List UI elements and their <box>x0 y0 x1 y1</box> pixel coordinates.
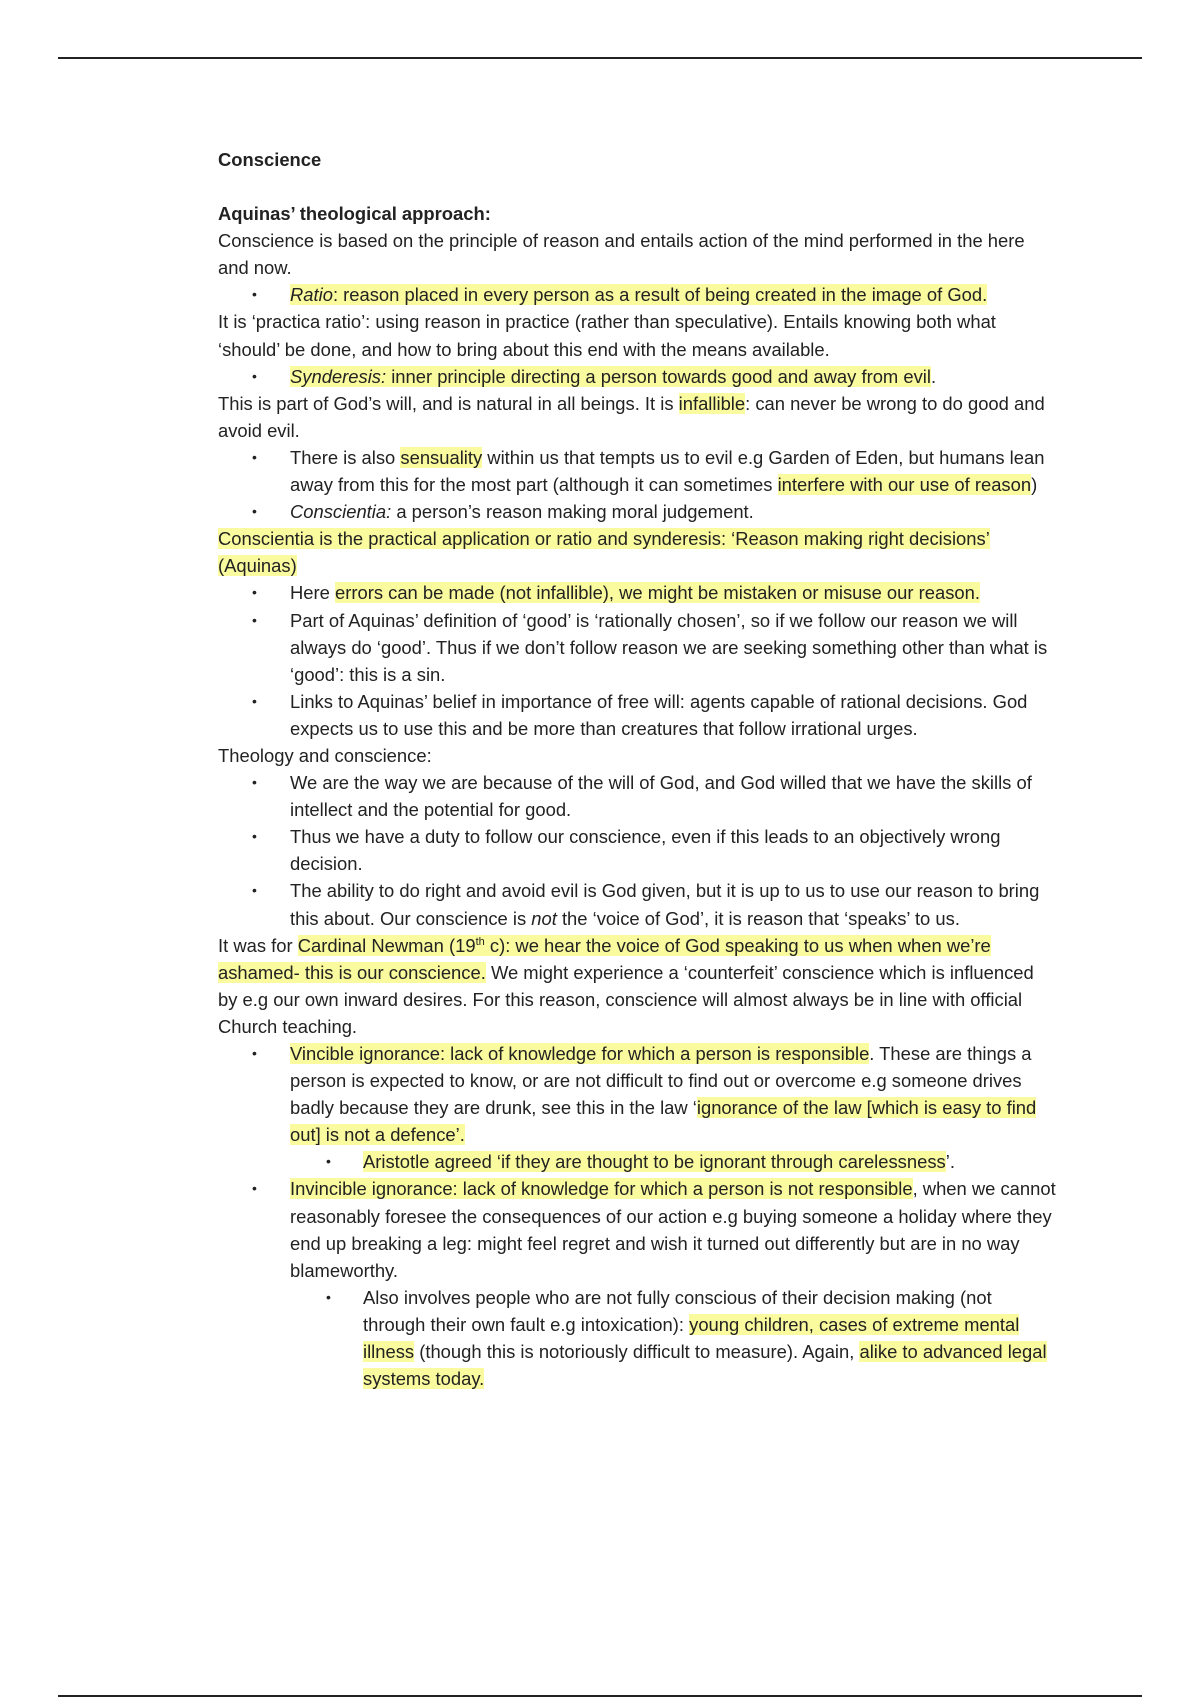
bullet: • <box>252 1045 257 1061</box>
bullet: • <box>252 692 257 709</box>
text: (though this is notoriously difficult to measure). Again, <box>414 1341 860 1363</box>
list-item-conscientia <box>218 498 1058 525</box>
bullet: • <box>252 448 257 465</box>
text: . These are things a person is expected to know, or are not difficult to find out or overcome e.g someone drives badly because they are drunk, see this in the law ‘ <box>290 1043 1032 1119</box>
highlight: ignorance of the law [which is easy to find out] is not a defence’. <box>290 1097 1037 1146</box>
list-item-free-will <box>218 688 1058 742</box>
list-item-sensuality <box>218 444 1058 498</box>
bullet: • <box>252 774 257 791</box>
highlight: errors can be made (not infallible), we might be mistaken or misuse our reason. <box>334 582 980 604</box>
text: within us that tempts us to evil e.g Garden of Eden, but humans lean away from this for the most part (although it can sometimes <box>290 446 1045 496</box>
list-item-duty <box>218 823 1058 877</box>
highlight: young children, cases of extreme mental illness <box>363 1313 1020 1363</box>
highlight <box>290 284 987 305</box>
highlight: alike to advanced legal systems today. <box>363 1341 1047 1390</box>
bullet: • <box>252 828 257 845</box>
bullet: • <box>326 1153 331 1170</box>
highlight: interfere with our use of reason <box>777 474 1032 496</box>
bullet: • <box>252 503 257 520</box>
text: ) <box>1031 474 1038 496</box>
paragraph-theology: Theology and conscience: <box>218 744 432 766</box>
text: There is also <box>290 446 401 468</box>
text: Here <box>290 582 335 604</box>
text: Links to Aquinas’ belief in importance of free will: agents capable of rational decisions. God expects us to use this and be more than creatures that follow irrational urges. <box>290 690 1028 739</box>
highlight: Invincible ignorance: lack of knowledge for which a person is not responsible <box>290 1178 913 1200</box>
document-body <box>218 146 1058 1392</box>
list-item-errors <box>218 579 1058 606</box>
text: ’. <box>945 1151 955 1173</box>
term-ratio: Ratio <box>290 284 333 306</box>
paragraph-practica-ratio: It is ‘practica ratio’: using reason in practice (rather than speculative). Entails knowing both what ‘should’ be done, and how to bring about this end with the means available. <box>218 311 996 360</box>
superscript: th <box>475 935 485 948</box>
bullet: • <box>252 367 257 384</box>
highlight: Conscientia is the practical application or ratio and synderesis: ‘Reason making right decisions’ (Aquinas) <box>218 528 990 577</box>
highlight: Aristotle agreed ‘if they are thought to be ignorant through carelessness <box>363 1151 946 1173</box>
highlight: Vincible ignorance: lack of knowledge for which a person is responsible <box>290 1043 870 1064</box>
list-item-aristotle <box>218 1148 1058 1175</box>
text: , when we cannot reasonably foresee the consequences of our action e.g buying someone a holiday where they end up breaking a leg: might feel regret and wish it turned out differently but are in no way blameworthy. <box>290 1178 1056 1281</box>
bullet: • <box>326 1288 331 1305</box>
text: Also involves people who are not fully conscious of their decision making (not through their own fault e.g intoxication): <box>363 1286 992 1335</box>
term-conscientia: Conscientia: <box>290 501 392 523</box>
text: Cardinal Newman (19 <box>297 934 476 956</box>
text: a person’s reason making moral judgement. <box>391 501 754 523</box>
text: : can never be wrong to do good and avoid evil. <box>218 392 1045 441</box>
text: : reason placed in every person as a result of being created in the image of God. <box>332 284 988 306</box>
text: We are the way we are because of the will of God, and God willed that we have the skills of intellect and the potential for good. <box>290 772 1032 821</box>
paragraph-newman <box>218 932 1058 1040</box>
bullet: • <box>252 584 257 601</box>
bullet: • <box>252 286 257 303</box>
text: the ‘voice of God’, it is reason that ‘speaks’ to us. <box>556 907 960 929</box>
section-heading: Aquinas’ theological approach: <box>218 203 491 225</box>
paragraph-conscientia <box>218 525 1058 579</box>
highlight: infallible <box>678 392 746 414</box>
paragraph-gods-will <box>218 390 1058 444</box>
text: c): we hear the voice of God speaking to us when when we’re ashamed- this is our conscience. <box>218 934 991 983</box>
list-item-also-involves <box>218 1284 1058 1392</box>
bullet: • <box>252 1180 257 1197</box>
list-item-will-of-god <box>218 769 1058 823</box>
bottom-rule <box>58 1695 1142 1697</box>
text: Thus we have a duty to follow our conscience, even if this leads to an objectively wrong decision. <box>290 826 1001 875</box>
text: . <box>930 365 937 387</box>
list-item-ratio <box>218 281 1058 308</box>
list-item-vincible <box>218 1040 1058 1148</box>
text: Part of Aquinas’ definition of ‘good’ is ‘rationally chosen’, so if we follow our reason we will always do ‘good’. Thus if we don’t follow reason we are seeking something other than what is ‘good’: this is a sin. <box>290 609 1048 685</box>
bullet: • <box>252 882 257 899</box>
highlight <box>290 366 931 387</box>
text: It was for <box>218 934 298 956</box>
list-item-invincible <box>218 1175 1058 1283</box>
list-item-synderesis <box>218 363 1058 390</box>
text: inner principle directing a person towards good and away from evil <box>386 365 931 387</box>
document-title: Conscience <box>218 149 322 170</box>
bullet: • <box>252 611 257 628</box>
text: The ability to do right and avoid evil is God given, but it is up to us to use our reason to bring this about. Our conscience is <box>290 880 1040 929</box>
list-item-good <box>218 607 1058 688</box>
list-item-ability <box>218 877 1058 931</box>
highlight: sensuality <box>400 446 483 468</box>
top-rule <box>58 57 1142 59</box>
paragraph-intro: Conscience is based on the principle of reason and entails action of the mind performed in the here and now. <box>218 230 1025 279</box>
term-synderesis: Synderesis: <box>290 365 387 387</box>
text: This is part of God’s will, and is natural in all beings. It is <box>218 392 679 414</box>
text-emphasis: not <box>531 907 557 929</box>
text: We might experience a ‘counterfeit’ conscience which is influenced by e.g our own inward desires. For this reason, conscience will almost always be in line with official Church teaching. <box>218 961 1034 1037</box>
